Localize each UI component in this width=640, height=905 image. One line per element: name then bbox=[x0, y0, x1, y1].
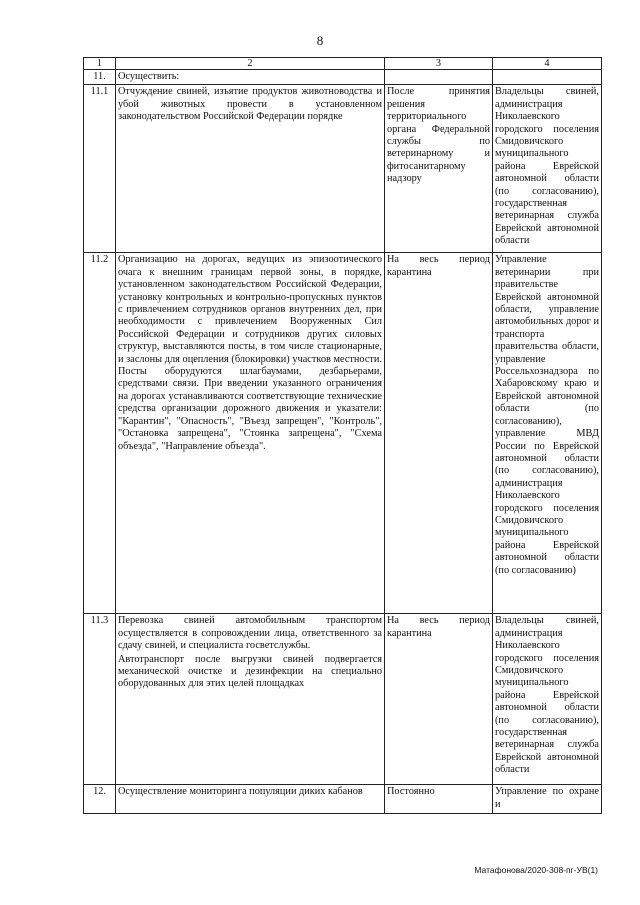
row-action bbox=[116, 785, 385, 814]
table-row bbox=[84, 70, 602, 85]
action-paragraph: Осуществление мониторинга популяции диких кабанов bbox=[118, 786, 363, 798]
row-number: 12. bbox=[84, 785, 116, 814]
table-row bbox=[84, 85, 602, 253]
row-term: На весь период карантина bbox=[385, 253, 493, 614]
row-action bbox=[116, 614, 385, 785]
row-term: На весь период карантина bbox=[385, 614, 493, 785]
action-paragraph: Автотранспорт после выгрузки свиней подвергается механической очистке и дезинфекции на специально оборудованных для этих целей площадках bbox=[118, 653, 382, 690]
row-responsible: Владельцы свиней, администрация Николаевского городского поселения Смидовичского муниципального района Еврейской автономной области (по согласованию), государственная ветеринарная служба Еврейской автономной области bbox=[493, 614, 602, 785]
row-number: 11.3 bbox=[84, 614, 116, 785]
table-header-row bbox=[84, 58, 602, 70]
row-term: После принятия решения территориального органа Федеральной службы по ветеринарному и фитосанитарному надзору bbox=[385, 85, 493, 253]
action-paragraph: Организацию на дорогах, ведущих из эпизоотического очага к внешним границам первой зоны, в порядке, установленном законодательством Российской Федерации, установку контрольных и контрольно-пропускных пунктов с привлечением сотрудников органов внутренних дел, при необходимости с привлечением Вооруженных Сил Российской Федерации и сотрудников других силовых структур, выставляются посты, в том числе стационарные, и заслоны для оцепления (блокировки) участков местности. Посты оборудуются шлагбаумами, дезбарьерами, средствами связи. При введении указанного ограничения на дорогах устанавливаются соответствующие технические средства организации дорожного движения и указатели: "Карантин", "Опасность", "Въезд запрещен", "Контроль", "Остановка запрещена", "Стоянка запрещена", "Схема объезда", "Направление объезда". bbox=[118, 254, 382, 452]
document-footer-code: Матафонова/2020-308-пг-УВ(1) bbox=[474, 865, 598, 875]
header-cell-2: 2 bbox=[116, 58, 385, 70]
row-term: Постоянно bbox=[385, 785, 493, 814]
header-cell-4: 4 bbox=[493, 58, 602, 70]
header-cell-1: 1 bbox=[84, 58, 116, 70]
row-number: 11.1 bbox=[84, 85, 116, 253]
table-row bbox=[84, 614, 602, 785]
action-paragraph: Осуществить: bbox=[118, 71, 180, 82]
row-responsible: Управление по охране и bbox=[493, 785, 602, 814]
row-number: 11.2 bbox=[84, 253, 116, 614]
row-responsible bbox=[493, 70, 602, 85]
action-paragraph: Перевозка свиней автомобильным транспортом осуществляется в сопровождении лица, ответственного за сдачу свиней, и специалиста госветслужбы. bbox=[118, 615, 382, 652]
table-row bbox=[84, 785, 602, 814]
row-number: 11. bbox=[84, 70, 116, 85]
page-number: 8 bbox=[316, 33, 324, 48]
action-paragraph: Отчуждение свиней, изъятие продуктов животноводства и убой животных провести в установленном законодательством Российской Федерации порядке bbox=[118, 86, 382, 123]
row-responsible: Владельцы свиней, администрация Николаевского городского поселения Смидовичского муниципального района Еврейской автономной области (по согласованию), государственная ветеринарная служба Еврейской автономной области bbox=[493, 85, 602, 253]
row-term bbox=[385, 70, 493, 85]
table-row bbox=[84, 253, 602, 614]
measures-table bbox=[83, 57, 602, 814]
row-action bbox=[116, 253, 385, 614]
row-action bbox=[116, 85, 385, 253]
row-action bbox=[116, 70, 385, 85]
header-cell-3: 3 bbox=[385, 58, 493, 70]
row-responsible: Управление ветеринарии при правительстве Еврейской автономной области, управление автомобильных дорог и транспорта правительства области, управление Россельхознадзора по Хабаровскому краю и Еврейской автономной области (по согласованию), управление МВД России по Еврейской автономной области (по согласованию), администрация Николаевского городского поселения Смидовичского муниципального района Еврейской автономной области (по согласованию) bbox=[493, 253, 602, 614]
